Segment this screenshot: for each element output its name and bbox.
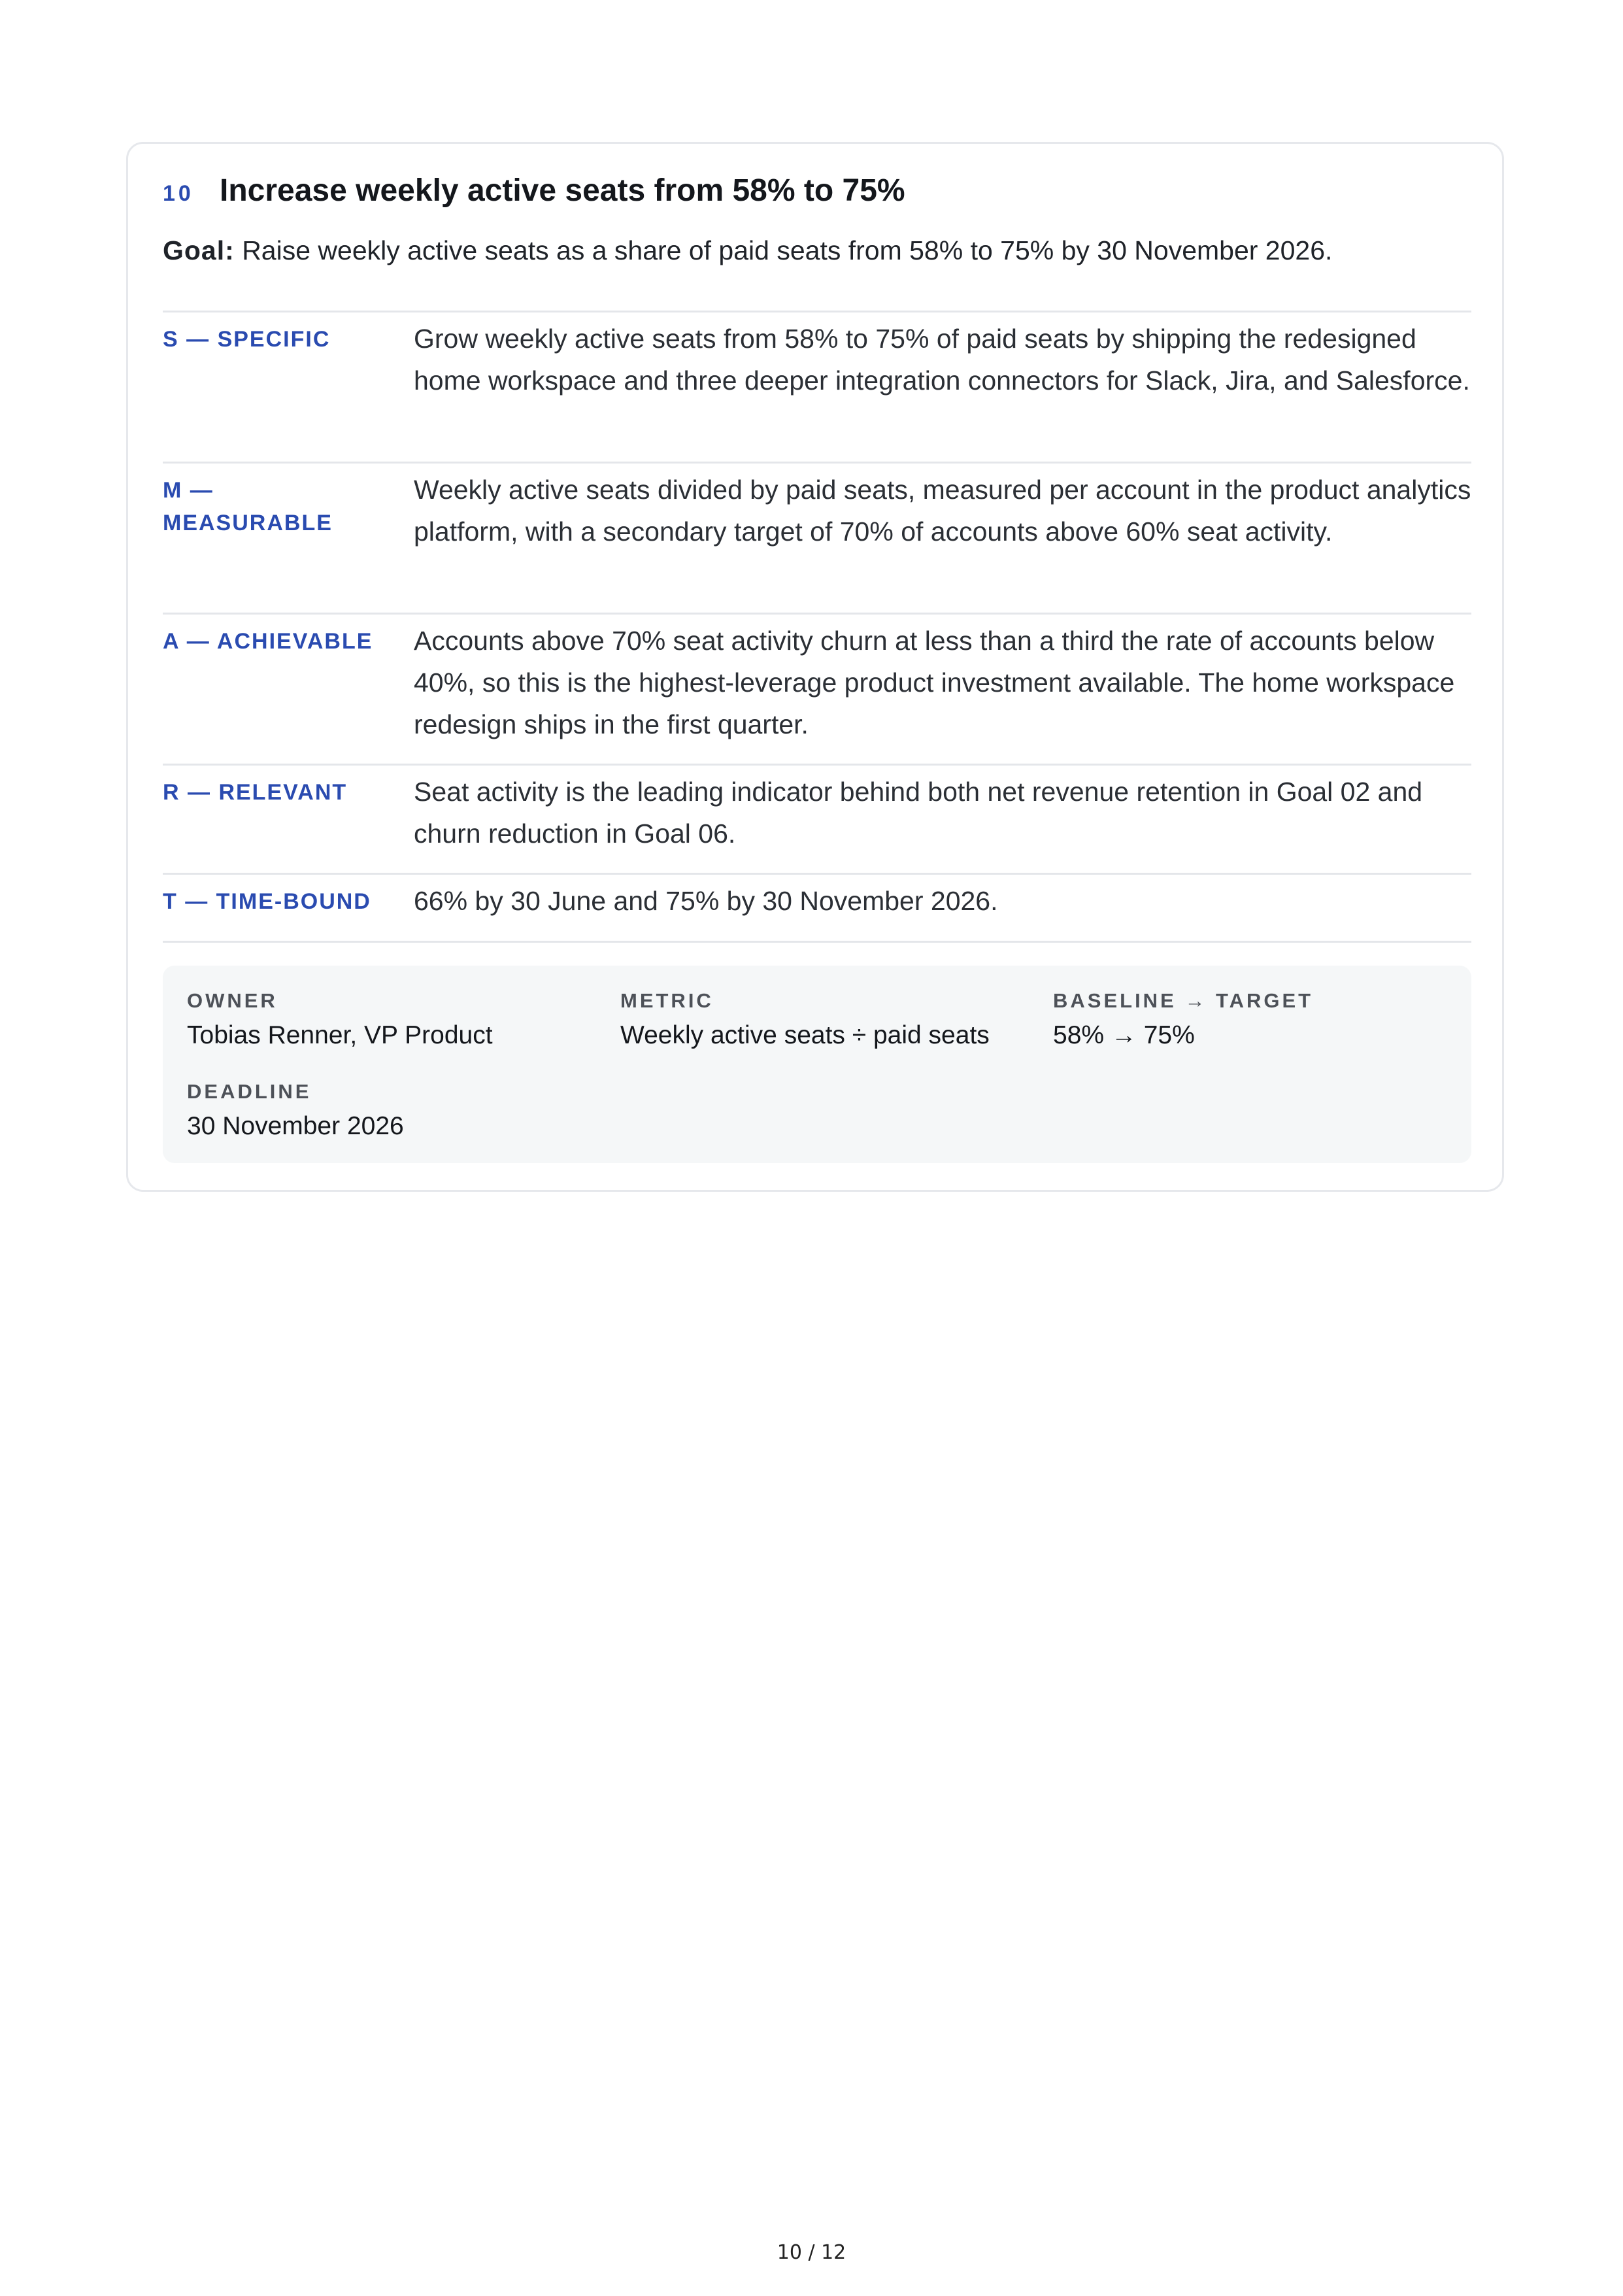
goal-statement <box>163 235 1332 266</box>
smart-value-relevant: Seat activity is the leading indicator behind both net revenue retention in Goal 02 and churn reduction in Goal 06. <box>414 777 1423 849</box>
smart-key-relevant: R — RELEVANT <box>163 780 348 805</box>
page-number: 10 / 12 <box>777 2241 846 2264</box>
meta-baseline-value: 58% → 75% <box>1053 1021 1195 1049</box>
smart-row-achievable <box>163 615 1471 766</box>
smart-row-specific <box>163 312 1471 464</box>
meta-baseline <box>1053 989 1313 1050</box>
meta-metric-value: Weekly active seats ÷ paid seats <box>620 1021 990 1049</box>
smart-row-relevant <box>163 766 1471 875</box>
goal-statement-label: Goal: <box>163 235 235 265</box>
goal-statement-text: Raise weekly active seats as a share of paid seats from 58% to 75% by 30 November 2026. <box>242 235 1333 265</box>
meta-baseline-label: BASELINE → TARGET <box>1053 989 1314 1012</box>
meta-owner-label: OWNER <box>187 989 278 1012</box>
meta-metric <box>620 989 990 1050</box>
smart-key-specific: S — SPECIFIC <box>163 327 331 352</box>
meta-deadline <box>187 1080 404 1141</box>
smart-table <box>163 311 1471 943</box>
smart-value-time-bound: 66% by 30 June and 75% by 30 November 2026. <box>414 886 998 916</box>
goal-header <box>163 173 905 209</box>
meta-metric-label: METRIC <box>620 989 714 1012</box>
goal-card <box>126 142 1504 1192</box>
smart-key-achievable: A — ACHIEVABLE <box>163 629 373 654</box>
meta-owner <box>187 989 493 1050</box>
smart-value-measurable: Weekly active seats divided by paid seats, measured per account in the product analytics platform, with a secondary target of 70% of accounts above 60% seat activity. <box>414 475 1471 547</box>
smart-key-measurable: M — MEASURABLE <box>163 478 333 535</box>
meta-deadline-label: DEADLINE <box>187 1080 312 1103</box>
smart-key-time-bound: T — TIME-BOUND <box>163 889 371 914</box>
smart-value-achievable: Accounts above 70% seat activity churn at less than a third the rate of accounts below 40%, so this is the highest-leverage product investment available. The home workspace redesign ships in the first quarter. <box>414 626 1455 739</box>
goal-meta-panel <box>163 966 1471 1163</box>
goal-number: 10 <box>163 181 194 206</box>
smart-row-measurable <box>163 464 1471 615</box>
meta-deadline-value: 30 November 2026 <box>187 1112 404 1140</box>
goal-title: Increase weekly active seats from 58% to 75% <box>220 173 905 208</box>
smart-value-specific: Grow weekly active seats from 58% to 75% of paid seats by shipping the redesigned home workspace and three deeper integration connectors for Slack, Jira, and Salesforce. <box>414 324 1470 396</box>
meta-owner-value: Tobias Renner, VP Product <box>187 1021 493 1049</box>
smart-row-time-bound <box>163 875 1471 943</box>
